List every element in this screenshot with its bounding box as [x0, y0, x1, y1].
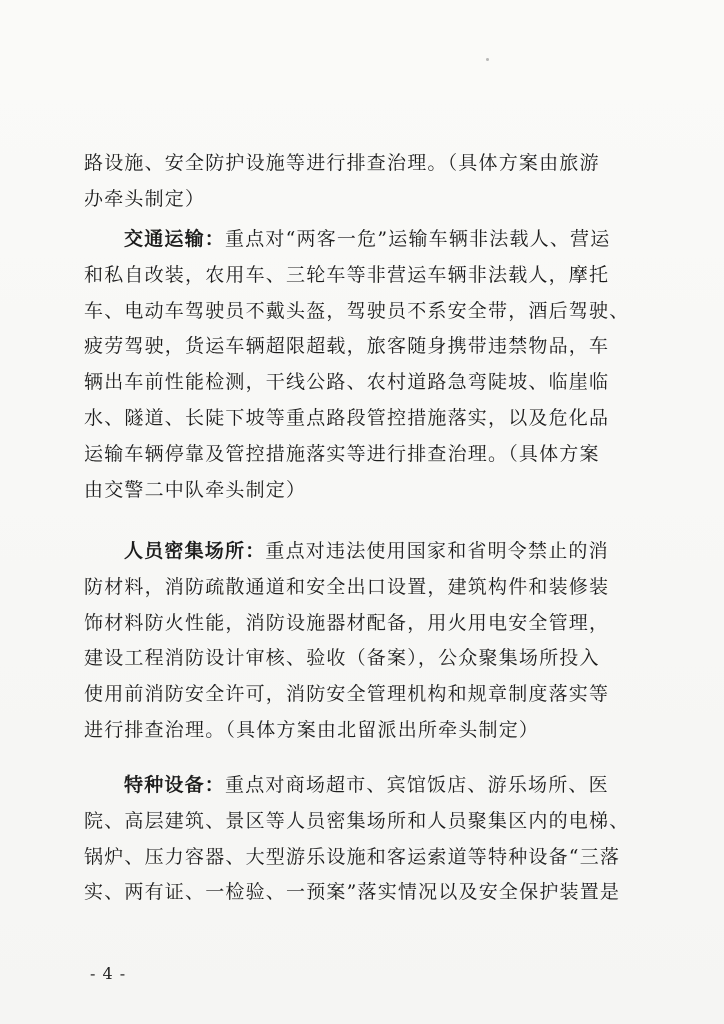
text-fragment: 重点对违法使用国家和省明令禁止的消 [265, 540, 609, 562]
text-line-first [84, 534, 644, 570]
text-line: 防材料，消防疏散通道和安全出口设置，建筑构件和装修装 [84, 575, 610, 598]
text-line: 水、隧道、长陡下坡等重点路段管控措施落实，以及危化品 [84, 406, 610, 429]
text-line: 办牵头制定） [84, 187, 206, 210]
text-line: 实、两有证、一检验、一预案”落实情况以及安全保护装置是 [84, 881, 621, 904]
text-line: 疲劳驾驶，货运车辆超限超载，旅客随身携带违禁物品，车 [84, 335, 610, 358]
text-line: 院、高层建筑、景区等人员密集场所和人员聚集区内的电梯、 [84, 809, 630, 832]
text-line: 由交警二中队牵头制定） [84, 478, 307, 501]
paragraph-crowded-places [84, 534, 644, 749]
text-line: 使用前消防安全许可，消防安全管理机构和规章制度落实等 [84, 683, 610, 706]
text-line: 建设工程消防设计审核、验收（备案），公众聚集场所投入 [84, 647, 600, 670]
scan-speck [486, 58, 489, 61]
paragraph-special-equipment [84, 768, 644, 911]
page-number: - 4 - [90, 964, 127, 983]
text-line-first [84, 768, 644, 804]
section-heading-traffic: 交通运输： [124, 228, 226, 250]
text-line: 运输车辆停靠及管控措施落实等进行排查治理。（具体方案 [84, 442, 600, 465]
text-line: 锅炉、压力容器、大型游乐设施和客运索道等特种设备“三落 [84, 845, 621, 868]
text-line-first [84, 222, 644, 258]
text-line: 饰材料防火性能，消防设施器材配备，用火用电安全管理， [84, 611, 610, 634]
text-line: 和私自改装，农用车、三轮车等非营运车辆非法载人，摩托 [84, 263, 610, 286]
paragraph-traffic [84, 222, 644, 508]
text-line: 路设施、安全防护设施等进行排查治理。（具体方案由旅游 [84, 152, 600, 174]
paragraph-continuation [84, 146, 644, 218]
section-heading-crowded-places: 人员密集场所： [124, 540, 266, 562]
text-line: 辆出车前性能检测，干线公路、农村道路急弯陡坡、临崖临 [84, 371, 610, 394]
section-heading-special-equipment: 特种设备： [124, 774, 226, 796]
text-fragment: 重点对商场超市、宾馆饭店、游乐场所、医 [225, 774, 609, 796]
text-fragment: 重点对“两客一危”运输车辆非法载人、营运 [225, 228, 611, 250]
text-line: 车、电动车驾驶员不戴头盔，驾驶员不系安全带，酒后驾驶、 [84, 299, 630, 322]
text-line: 进行排查治理。（具体方案由北留派出所牵头制定） [84, 718, 540, 741]
